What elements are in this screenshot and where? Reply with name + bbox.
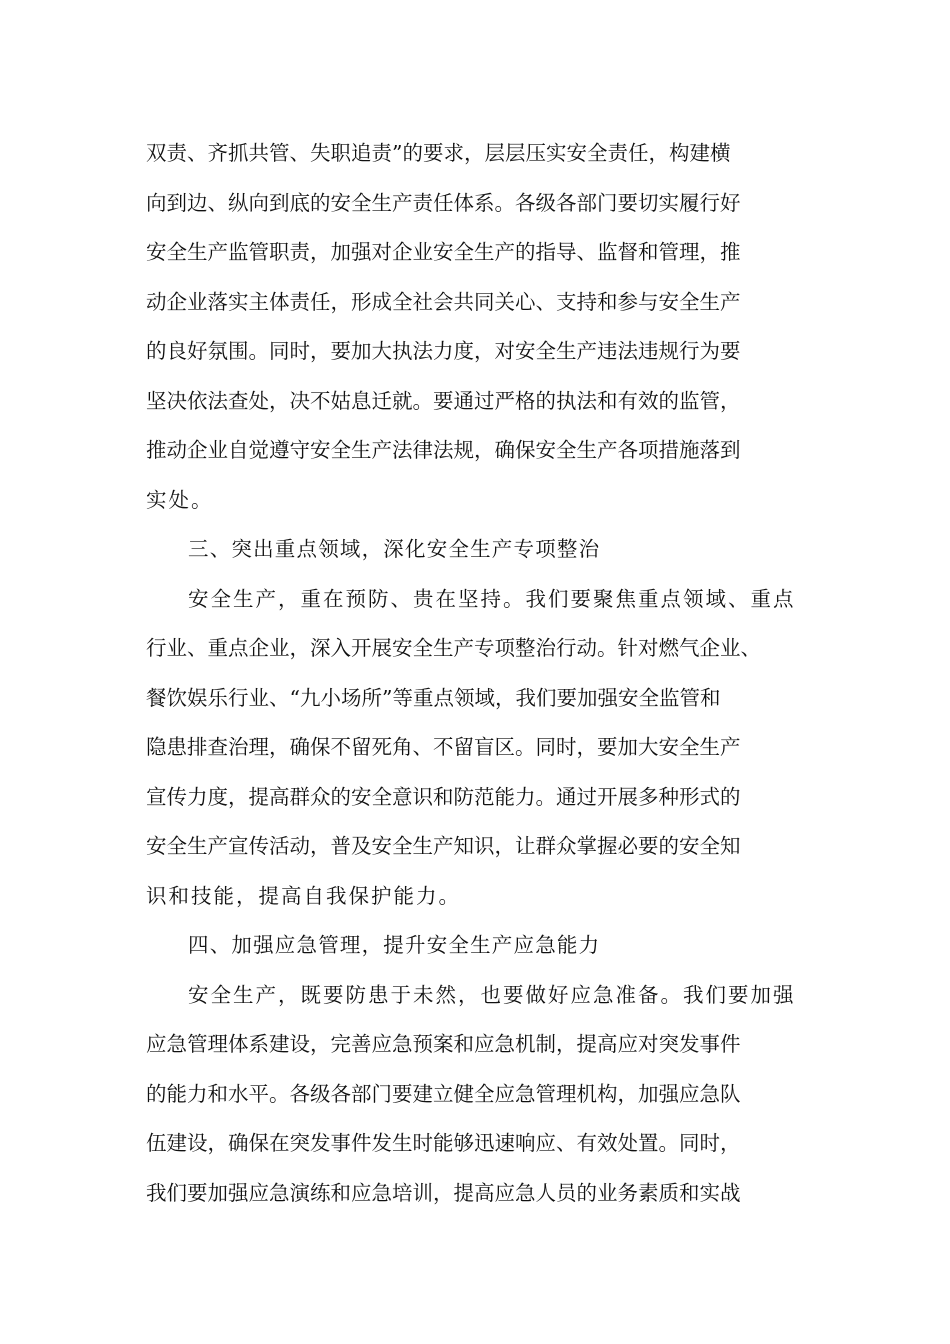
paragraph-line: 安全生产，重在预防、贵在坚持。我们要聚焦重点领域、重点: [188, 587, 796, 611]
paragraph-line: 宣传力度，提高群众的安全意识和防范能力。通过开展多种形式的: [146, 785, 741, 809]
paragraph-line: 识和技能，提高自我保护能力。: [146, 884, 461, 908]
paragraph-line: 推动企业自觉遵守安全生产法律法规，确保安全生产各项措施落到: [146, 438, 741, 462]
paragraph-line: 双责、齐抓共管、失职追责”的要求，层层压实安全责任，构建横: [146, 141, 731, 165]
paragraph-line: 餐饮娱乐行业、“九小场所”等重点领域，我们要加强安全监管和: [146, 686, 721, 710]
paragraph-line: 的能力和水平。各级各部门要建立健全应急管理机构，加强应急队: [146, 1082, 741, 1106]
paragraph-line: 安全生产宣传活动，普及安全生产知识，让群众掌握必要的安全知: [146, 834, 741, 858]
paragraph-line: 应急管理体系建设，完善应急预案和应急机制，提高应对突发事件: [146, 1032, 741, 1056]
paragraph-line: 动企业落实主体责任，形成全社会共同关心、支持和参与安全生产: [146, 290, 741, 314]
paragraph-line: 实处。: [146, 488, 214, 512]
paragraph-line: 我们要加强应急演练和应急培训，提高应急人员的业务素质和实战: [146, 1181, 741, 1205]
paragraph-line: 安全生产，既要防患于未然，也要做好应急准备。我们要加强: [188, 983, 796, 1007]
paragraph-line: 安全生产监管职责，加强对企业安全生产的指导、监督和管理，推: [146, 240, 741, 264]
paragraph-line: 坚决依法查处，决不姑息迁就。要通过严格的执法和有效的监管，: [146, 389, 741, 413]
section-heading: 三、突出重点领域，深化安全生产专项整治: [188, 537, 601, 561]
paragraph-line: 隐患排查治理，确保不留死角、不留盲区。同时，要加大安全生产: [146, 735, 741, 759]
section-heading: 四、加强应急管理，提升安全生产应急能力: [188, 933, 601, 957]
paragraph-line: 向到边、纵向到底的安全生产责任体系。各级各部门要切实履行好: [146, 191, 741, 215]
paragraph-line: 伍建设，确保在突发事件发生时能够迅速响应、有效处置。同时，: [146, 1131, 741, 1155]
paragraph-line: 行业、重点企业，深入开展安全生产专项整治行动。针对燃气企业、: [146, 636, 761, 660]
paragraph-line: 的良好氛围。同时，要加大执法力度，对安全生产违法违规行为要: [146, 339, 741, 363]
